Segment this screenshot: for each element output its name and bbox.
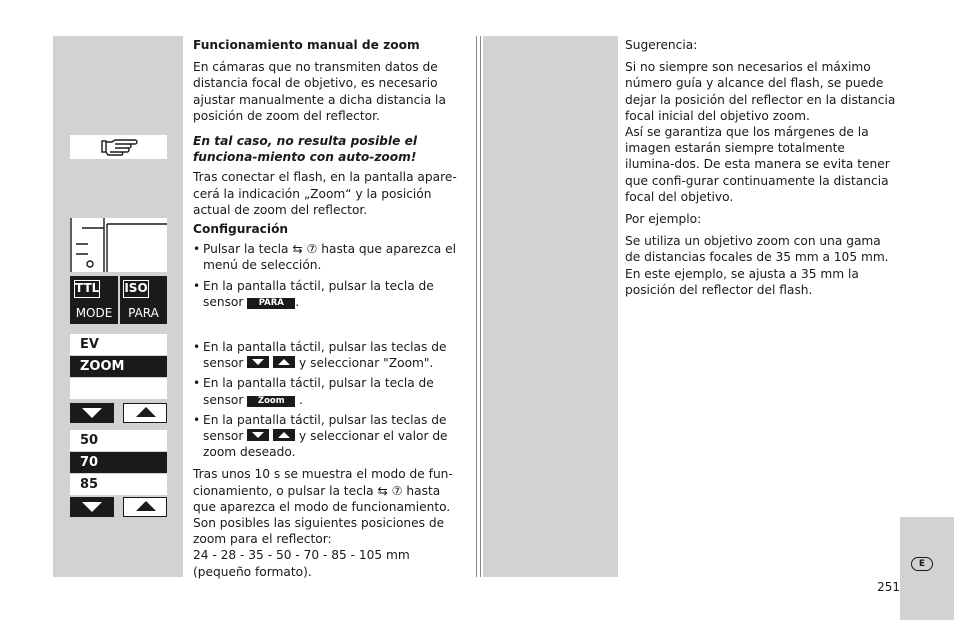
step-4: • En la pantalla táctil, pulsar la tecla de sensor Zoom . bbox=[193, 375, 463, 407]
down-key-icon-2 bbox=[247, 429, 269, 441]
para-key-icon: PARA bbox=[247, 298, 295, 309]
zoom-value-85: 85 bbox=[70, 474, 167, 495]
config-heading: Configuración bbox=[193, 222, 289, 237]
zoom-key-icon: Zoom bbox=[247, 396, 295, 407]
center-margin-band bbox=[483, 36, 618, 577]
flash-display-graphic bbox=[70, 218, 167, 272]
menu-item-zoom: ZOOM bbox=[70, 356, 167, 377]
iso-para-icon: ISO PARA bbox=[120, 276, 167, 324]
language-badge: E bbox=[911, 557, 933, 571]
warning-text: En tal caso, no resulta posible el funciona-miento con auto-zoom! bbox=[193, 134, 418, 165]
intro-paragraph: En cámaras que no transmiten datos de distancia focal de objetivo, es necesario ajustar manualmente a dicha distancia la posición de zoom del reflector. bbox=[193, 60, 446, 123]
left-text-column bbox=[193, 37, 463, 580]
tip-label: Sugerencia: bbox=[625, 38, 698, 52]
connect-paragraph: Tras conectar el flash, en la pantalla apare-cerá la indicación „Zoom“ y la posición actual de zoom del reflector. bbox=[193, 170, 457, 217]
page-number: 251 bbox=[877, 580, 900, 594]
example-label: Por ejemplo: bbox=[625, 212, 702, 227]
step-2: • En la pantalla táctil, pulsar la tecla de sensor PARA . bbox=[193, 278, 463, 310]
step-1: • Pulsar la tecla ⇆ ⑦ hasta que aparezca el menú de selección. bbox=[193, 241, 463, 273]
menu-item-ev: EV bbox=[70, 334, 167, 355]
arrow-down-icon-2 bbox=[70, 497, 114, 517]
arrow-down-icon bbox=[70, 403, 114, 423]
right-text-column bbox=[625, 37, 897, 304]
ttl-mode-icon: TTL MODE bbox=[70, 276, 118, 324]
column-divider bbox=[476, 36, 477, 577]
pointing-hand-icon bbox=[70, 135, 167, 159]
section-heading: Funcionamiento manual de zoom bbox=[193, 38, 420, 52]
zoom-value-50: 50 bbox=[70, 430, 167, 451]
step-5: • En la pantalla táctil, pulsar las teclas de sensor y seleccionar el valor de zoom deseado. bbox=[193, 412, 463, 461]
menu-item-empty bbox=[70, 378, 167, 399]
steps-list bbox=[193, 241, 463, 460]
tip-paragraph-1: Si no siempre son necesarios el máximo número guía y alcance del flash, se puede dejar la posición del reflector en la distancia focal inicial del objetivo zoom. bbox=[625, 60, 896, 123]
step-3: • En la pantalla táctil, pulsar las teclas de sensor y seleccionar "Zoom". bbox=[193, 339, 463, 371]
up-key-icon-2 bbox=[273, 429, 295, 441]
arrow-up-icon-2 bbox=[123, 497, 167, 517]
down-key-icon bbox=[247, 356, 269, 368]
after-10s-paragraph: Tras unos 10 s se muestra el modo de fun-cionamiento, o pulsar la tecla ⇆ ⑦ hasta que aparezca el modo de funcionamiento. Son posibles las siguientes posiciones de zoom para el reflector: 24 - 28 - 35 - 50 - 70 - 85 - 105 mm (pequeño formato). bbox=[193, 467, 453, 579]
tip-paragraph-2: Así se garantiza que los márgenes de la imagen estarán siempre totalmente ilumina-dos. De esta manera se evita tener que confi-gurar continuamente la distancia focal del objetivo. bbox=[625, 125, 890, 204]
example-paragraph: Se utiliza un objetivo zoom con una gama de distancias focales de 35 mm a 105 mm. En este ejemplo, se ajusta a 35 mm la posición del reflector del flash. bbox=[625, 234, 889, 297]
column-divider-2 bbox=[480, 36, 481, 577]
zoom-value-70: 70 bbox=[70, 452, 167, 473]
arrow-up-icon bbox=[123, 403, 167, 423]
up-key-icon bbox=[273, 356, 295, 368]
